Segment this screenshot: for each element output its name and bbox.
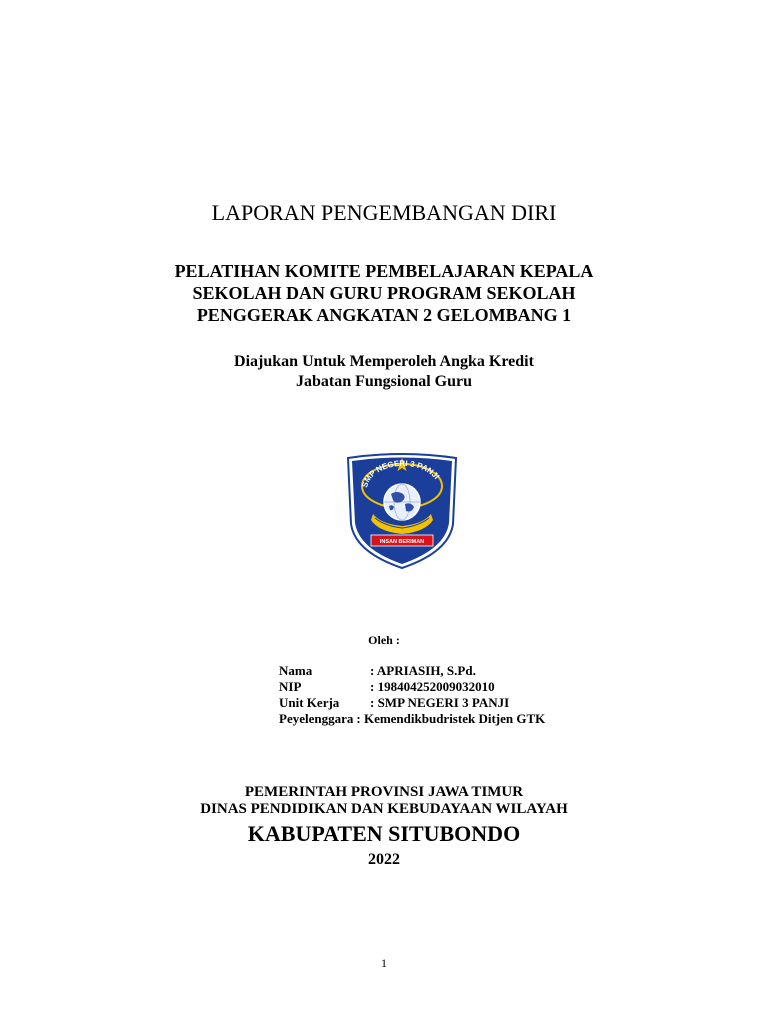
identity-label: Unit Kerja [279,695,340,710]
subtitle-line: SEKOLAH DAN GURU PROGRAM SEKOLAH [192,283,576,303]
logo-bottom-text: INSAN BERIMAN [379,539,425,545]
footer-line: PEMERINTAH PROVINSI JAWA TIMUR [244,784,524,800]
identity-row [279,679,545,695]
identity-label: NIP [279,679,302,694]
identity-row [279,663,545,679]
subtitle-line: PELATIHAN KOMITE PEMBELAJARAN KEPALA [174,261,594,281]
subtitle-line: PENGGERAK ANGKATAN 2 GELOMBANG 1 [196,305,572,325]
identity-label: Nama [279,663,313,678]
purpose-line: Diajukan Untuk Memperoleh Angka Kredit [234,353,534,370]
identity-value: : APRIASIH, S.Pd. [370,663,476,678]
footer-year: 2022 [368,851,400,868]
document-subtitle [0,260,768,326]
document-purpose [0,352,768,392]
purpose-line: Jabatan Fungsional Guru [295,373,473,390]
identity-block [279,663,545,727]
identity-value: : Kemendikbudristek Ditjen GTK [356,711,546,726]
school-logo-icon [345,452,459,570]
institution-footer [0,784,768,870]
page-number: 1 [381,956,387,970]
identity-value: : SMP NEGERI 3 PANJI [370,695,510,710]
document-title: LAPORAN PENGEMBANGAN DIRI [211,200,557,225]
logo-top-text: SMP NEGERI 3 PANJI [360,458,442,489]
footer-regency: KABUPATEN SITUBONDO [247,821,521,846]
identity-value: : 198404252009032010 [370,679,495,694]
footer-line: DINAS PENDIDIKAN DAN KEBUDAYAAN WILAYAH [200,801,568,817]
identity-row [279,711,545,727]
oleh-label: Oleh : [368,633,400,647]
identity-row [279,695,545,711]
identity-label: Peyelenggara [279,711,354,726]
